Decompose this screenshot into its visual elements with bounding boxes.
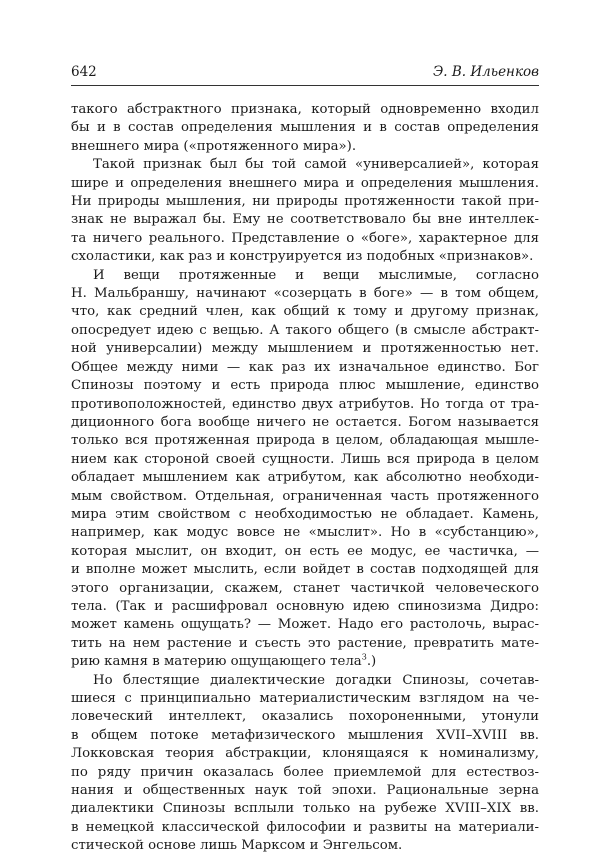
running-head: Э. В. Ильенков [432, 64, 539, 80]
body-text [71, 101, 539, 856]
paragraph [71, 616, 539, 634]
text-line-tail: .) [366, 654, 377, 670]
paragraph [71, 248, 539, 266]
text-line: мира этим свойством с необходимостью не обладает. Камень, [71, 506, 539, 522]
paragraph [71, 119, 539, 137]
paragraph [71, 653, 539, 671]
text-line: знак не выражал бы. Ему не соответствовало бы вне интеллек- [71, 212, 539, 228]
text-line: Спинозы поэтому и есть природа плюс мышление, единство [71, 378, 539, 394]
text-line: и вполне может мыслить, если войдет в состав подходящей для [71, 562, 539, 578]
text-line: Локковская теория абстракции, клонящаяся к номинализму, [71, 746, 539, 762]
text-line: внешнего мира («протяженного мира»). [71, 138, 357, 154]
text-line: которая мыслит, он входит, он есть ее модус, ее частичка, — [71, 543, 539, 559]
text-line: ной универсалии) между мышлением и протяженностью нет. [71, 341, 539, 357]
text-line: в немецкой классической философии и развиты на материали- [71, 819, 539, 835]
paragraph [71, 635, 539, 653]
text-line: противоположностей, единство двух атрибутов. Но тогда от тра- [71, 396, 539, 412]
paragraph [71, 598, 539, 616]
text-line: такого абстрактного признака, который одновременно входил [71, 102, 539, 117]
paragraph [71, 488, 539, 506]
text-line: шире и определения внешнего мира и определения мышления. [71, 175, 539, 191]
text-line: диалектики Спинозы всплыли только на рубеже XVIII–XIX вв. [71, 801, 539, 817]
paragraph [71, 138, 539, 156]
paragraph [71, 580, 539, 598]
paragraph [71, 690, 539, 708]
paragraph [71, 506, 539, 524]
paragraph [71, 322, 539, 340]
paragraph [71, 340, 539, 358]
paragraph [71, 782, 539, 800]
text-line: Общее между ними — как раз их изначальное единство. Бог [71, 359, 539, 375]
footnote-mark: 3 [361, 652, 367, 662]
page-number: 642 [71, 64, 97, 80]
paragraph [71, 469, 539, 487]
paragraph [71, 708, 539, 726]
text-line: опосредует идею с вещью. А такого общего (в смысле абстракт- [71, 322, 539, 338]
text-line: нания и общественных наук той эпохи. Рациональные зерна [71, 783, 539, 799]
paragraph [71, 414, 539, 432]
paragraph [71, 432, 539, 450]
text-line: шиеся с принципиально материалистическим взглядом на че- [71, 691, 539, 706]
text-line: схоластики, как раз и конструируется из подобных «признаков». [71, 249, 534, 265]
paragraph [71, 727, 539, 745]
text-line: бы и в состав определения мышления и в состав определения [71, 120, 539, 136]
paragraph [71, 800, 539, 818]
paragraph [71, 267, 539, 285]
paragraph [71, 285, 539, 303]
header-rule [71, 85, 539, 86]
paragraph [71, 211, 539, 229]
text-line: например, как модус вовсе не «мыслит». Но в «субстанцию», [71, 525, 539, 541]
text-line: только вся протяженная природа в целом, обладающая мышле- [71, 433, 539, 449]
text-line: по ряду причин оказалась более приемлемой для естествоз- [71, 764, 539, 780]
text-line: Ни природы мышления, ни природы протяженности такой при- [71, 194, 539, 210]
text-line: может камень ощущать? — Может. Надо его растолочь, выраc- [71, 617, 539, 633]
text-line: Н. Мальбраншу, начинают «созерцать в боге» — в том общем, [71, 286, 539, 302]
paragraph [71, 396, 539, 414]
text-line: нием как стороной своей сущности. Лишь вся природа в целом [71, 451, 539, 467]
paragraph [71, 672, 539, 690]
paragraph [71, 745, 539, 763]
text-line: что, как средний член, как общий к тому и другому признак, [71, 304, 539, 320]
paragraph [71, 230, 539, 248]
paragraph [71, 524, 539, 542]
text-line: тить на нем растение и съесть это растение, превратить мате- [71, 635, 539, 651]
paragraph [71, 837, 539, 855]
text-line: Но блестящие диалектические догадки Спинозы, сочетав- [93, 672, 539, 688]
text-line: И вещи протяженные и вещи мыслимые, согласно [93, 267, 539, 283]
text-line: диционного бога вообще ничего не остается. Богом называется [71, 414, 539, 430]
text-line: ловеческий интеллект, оказались похороненными, утонули [71, 709, 539, 725]
text-line: стической основе лишь Марксом и Энгельсом. [71, 838, 403, 854]
paragraph [71, 101, 539, 119]
page-header [71, 64, 539, 86]
text-line: обладает мышлением как атрибутом, как абсолютно необходи- [71, 470, 539, 486]
text-line: рию камня в материю ощущающего тела [71, 654, 362, 670]
text-line: тела. (Так и расшифровал основную идею спинозизма Дидро: [71, 598, 539, 614]
paragraph [71, 561, 539, 579]
paragraph [71, 175, 539, 193]
text-line: этого организации, скажем, станет частичкой человеческого [71, 580, 539, 596]
paragraph [71, 359, 539, 377]
paragraph [71, 156, 539, 174]
paragraph [71, 303, 539, 321]
text-line: в общем потоке метафизического мышления XVII–XVIII вв. [71, 727, 539, 743]
paragraph [71, 193, 539, 211]
paragraph [71, 543, 539, 561]
text-line: Такой признак был бы той самой «универсалией», которая [93, 157, 539, 173]
paragraph [71, 819, 539, 837]
paragraph [71, 377, 539, 395]
text-line: та ничего реального. Представление о «боге», характерное для [71, 230, 539, 246]
text-line: мым свойством. Отдельная, ограниченная часть протяженного [71, 488, 539, 504]
paragraph [71, 764, 539, 782]
paragraph [71, 451, 539, 469]
